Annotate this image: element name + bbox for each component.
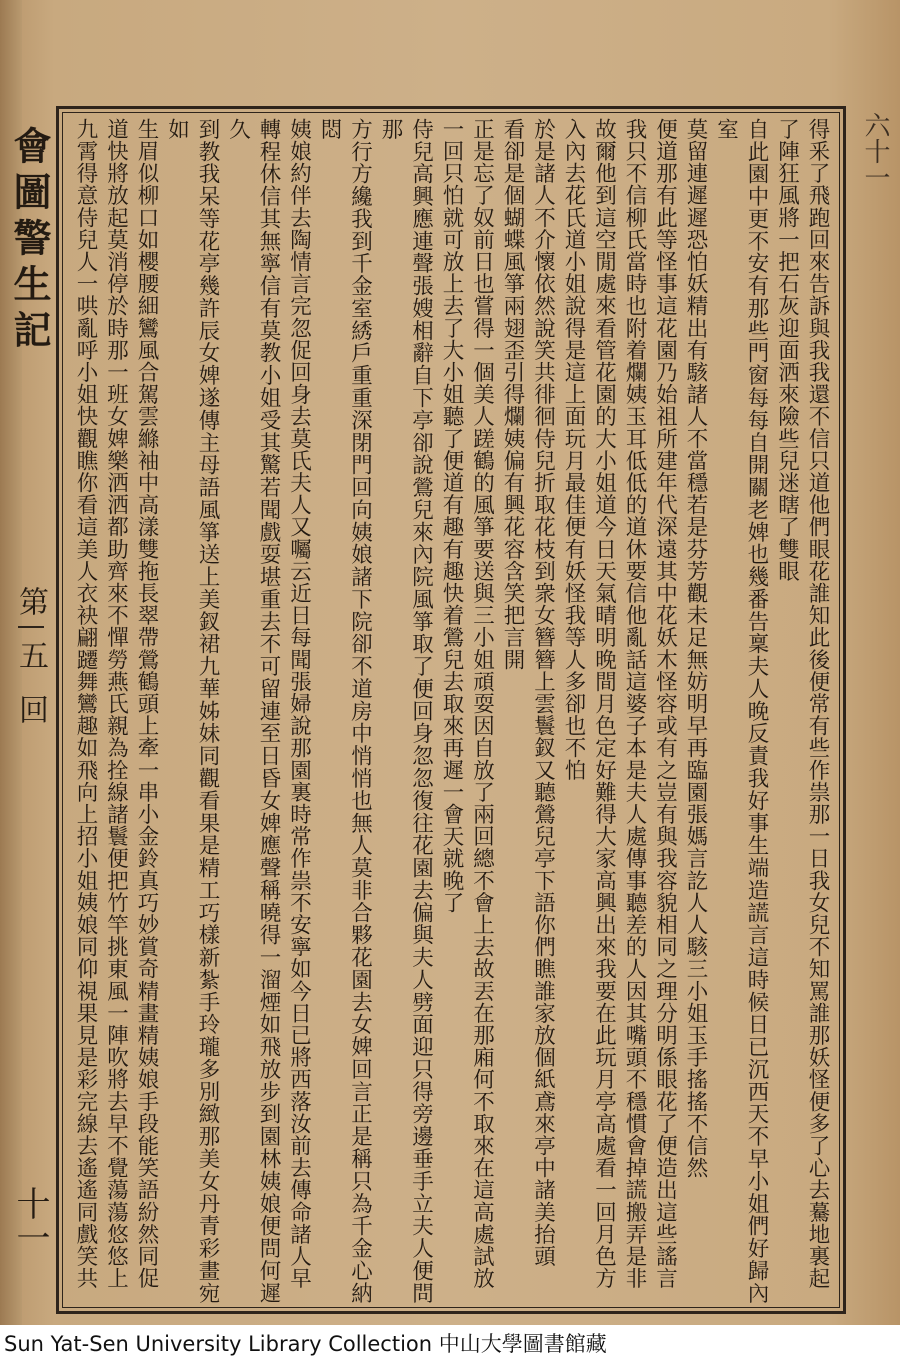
text-column: 正是忘了奴前日也嘗得一個美人蹉鶴的風箏要送與三小姐頑耍因自放了兩回總不會上去故丟在那廂何不取來在這高處試放 xyxy=(469,118,495,1290)
text-column: 一回只怕就可放上去了大小姐聽了便道有趣有趣快着鶯兒去取來再遲一會天就晚了 xyxy=(439,118,464,914)
text-column: 生眉似柳口如櫻腰細鸞風合駕雲縧袖中高漾雙拖長翠帶鶯鶴頭上牽一串小金鈴真巧妙賞奇精畫精姨娘手段能笑語紛然同促 xyxy=(134,118,159,1290)
corner-mark: 六十一 xyxy=(860,112,890,190)
text-column: 看卻是個蝴蝶風箏兩翅歪引得爛姨偏有興花容含笑把言開 xyxy=(500,118,525,671)
center-margin xyxy=(0,106,58,1314)
text-column: 方行方纔我到千金室綉戶重重深閉門回向姨娘諸下院卻不道房中悄悄也無人莫非合夥花園去女婢回言正是稱只為千金心納悶 xyxy=(317,118,373,1304)
text-column: 轉程休信其無寧信有莫教小姐受其驚若聞戲耍堪重去不可留連至日昏女婢應聲稱曉得一溜煙如飛放步到園林姨娘便問何遲久 xyxy=(225,118,281,1304)
text-column: 九霄得意侍兒人一哄亂呼小姐快觀瞧你看這美人衣袂翩躚舞鸞趣如飛向上招小姐姨娘同仰視果見是彩完線去遙遙同戲笑共 xyxy=(73,118,98,1290)
running-title: 會圖警生記 xyxy=(7,126,52,356)
main-text xyxy=(70,118,832,1304)
text-column: 了陣狂風將一把石灰迎面洒來險些兒迷瞎了雙眼 xyxy=(774,118,800,583)
text-column: 我只不信柳氏當時也附着爛姨玉耳低低的道休要信他亂話這婆子本是夫人處傳事聽差的人因其嘴頭不穩慣會掉謊搬弄是非 xyxy=(622,118,647,1290)
text-column: 便道那有此等怪事這花園乃始祖所建年代深遠其中花妖木怪容或有之豈有與我容貌相同之理分明係眼花了便造出這些謠言 xyxy=(652,118,678,1290)
text-column: 莫留連遲遲恐怕妖精出有駭諸人不當穩若是芬芳觀未足無妨明早再臨園張媽言訖人人駭三小姐玉手搖搖不信然 xyxy=(683,118,708,1179)
text-column: 得釆了飛跑回來告訴與我我還不信只道他們眼花誰知此後便常有些作祟那一日我女兒不知罵誰那妖怪便多了心去驀地裏起 xyxy=(805,118,830,1290)
text-column: 自此園中更不安有那些門窗每每自開關老婢也幾番告稟夫人晚反責我好事生端造謊言這時候日已沉西天不早小姐們好歸內室 xyxy=(713,118,769,1304)
text-column: 姨娘約伴去陶情言完忽促回身去莫氏夫人又囑云近日每聞張婦說那園裏時常作祟不安寧如今日已將西落汝前去傳命諸人早 xyxy=(286,118,312,1290)
chapter-label: 第五回 xyxy=(13,586,48,748)
folio-number: 十一 xyxy=(10,1186,50,1254)
text-column: 道快將放起莫消停於時那一班女婢樂洒洒都助齊來不憚勞燕氏親為拴線諸鬟便把竹竿挑東風一陣吹將去早不覺蕩蕩悠悠上 xyxy=(103,118,129,1290)
text-column: 故爾他到這空閒處來看管花園的大小姐道今日天氣晴明晚間月色定好難得大家高興出來我要在此玩月亭高處看一回月色方 xyxy=(591,118,617,1290)
text-column: 入內去花氏道小姐說得是這上面玩月最佳便有妖怪我等人多卻也不怕 xyxy=(561,118,586,781)
library-caption: Sun Yat-Sen University Library Collection 中山大學圖書館藏 xyxy=(0,1325,900,1363)
text-column: 到教我呆等花亭幾許辰女婢遂傳主母語風箏送上美釵裙九華姊妹同觀看果是精工巧樣新紮手玲瓏多別緻那美女丹青彩畫宛如 xyxy=(164,118,220,1304)
text-column: 於是諸人不介懷依然說笑共徘徊侍兒折取花枝到衆女簪簪上雲鬟釵又聽鶯兒亭下語你們瞧誰家放個紙鳶來亭中諸美抬頭 xyxy=(530,118,556,1268)
text-column: 侍兒高興應連聲張嫂相辭自下亭卻說鶯兒來內院風箏取了便回身忽忽復往花園去偏與夫人劈面迎只得旁邊垂手立夫人便問那 xyxy=(378,118,434,1304)
